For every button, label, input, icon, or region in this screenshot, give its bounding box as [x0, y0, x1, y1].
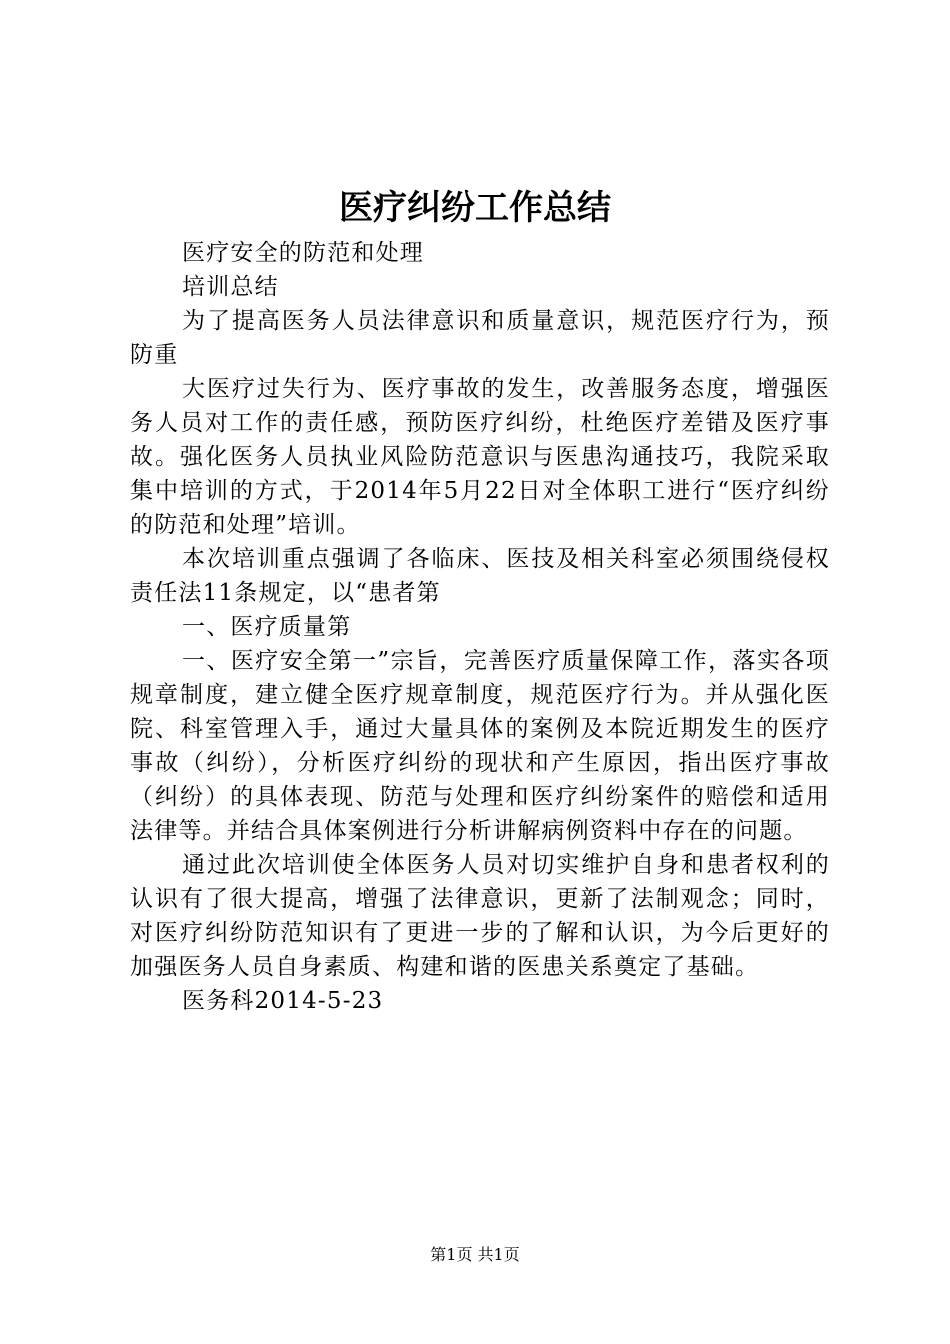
- document-body: [130, 236, 830, 1018]
- paragraph: 本次培训重点强调了各临床、医技及相关科室必须围绕侵权责任法11条规定，以“患者第: [130, 546, 830, 606]
- paragraph: 一、医疗安全第一”宗旨，完善医疗质量保障工作，落实各项规章制度，建立健全医疗规章制度，规范医疗行为。并从强化医院、科室管理入手，通过大量具体的案例及本院近期发生的医疗事故（纠纷），分析医疗纠纷的现状和产生原因，指出医疗事故（纠纷）的具体表现、防范与处理和医疗纠纷案件的赔偿和适用法律等。并结合具体案例进行分析讲解病例资料中存在的问题。: [130, 648, 830, 844]
- document-title: 医疗纠纷工作总结: [339, 188, 611, 228]
- paragraph-subtitle-2: 培训总结: [182, 274, 279, 300]
- paragraph: 通过此次培训使全体医务人员对切实维护自身和患者权利的认识有了很大提高，增强了法律意识，更新了法制观念；同时，对医疗纠纷防范知识有了更进一步的了解和认识，为今后更好的加强医务人员自身素质、构建和谐的医患关系奠定了基础。: [130, 852, 830, 980]
- page-footer: 第1页 共1页: [430, 1245, 520, 1264]
- paragraph-subtitle: 医疗安全的防范和处理: [182, 240, 424, 266]
- paragraph: 大医疗过失行为、医疗事故的发生，改善服务态度，增强医务人员对工作的责任感，预防医疗纠纷，杜绝医疗差错及医疗事故。强化医务人员执业风险防范意识与医患沟通技巧，我院采取集中培训的方式，于2014年5月22日对全体职工进行“医疗纠纷的防范和处理”培训。: [130, 376, 830, 538]
- paragraph: 为了提高医务人员法律意识和质量意识，规范医疗行为，预防重: [130, 308, 830, 368]
- paragraph: 一、医疗质量第: [182, 614, 352, 640]
- signature-date: 医务科2014-5-23: [182, 988, 384, 1014]
